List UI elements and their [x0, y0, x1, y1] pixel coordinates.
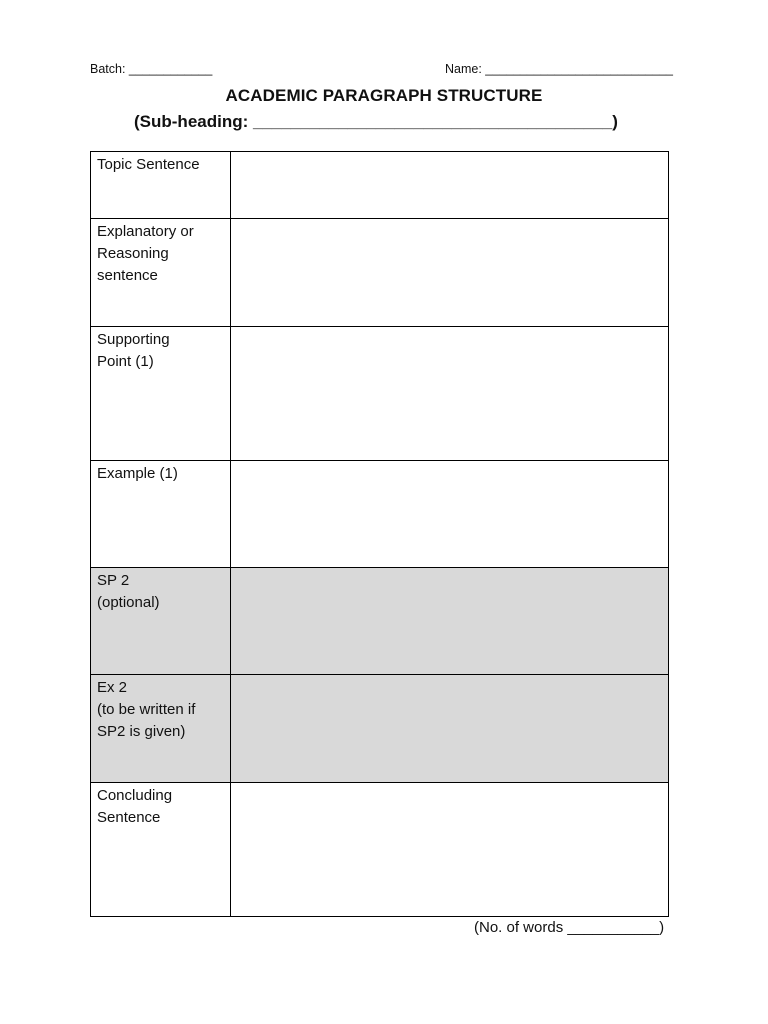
- subheading-field-label: (Sub-heading: ______________________________________): [134, 112, 618, 131]
- row-label: Concluding Sentence: [91, 783, 231, 917]
- batch-field-label: Batch: ____________: [90, 62, 213, 76]
- answer-cell-explanatory[interactable]: [231, 219, 669, 327]
- word-count-field-label: (No. of words ___________): [474, 919, 665, 936]
- table-row-ex2: [91, 675, 669, 783]
- row-label: Supporting Point (1): [91, 327, 231, 461]
- row-label: Ex 2 (to be written if SP2 is given): [91, 675, 231, 783]
- paragraph-structure-table: [90, 151, 669, 917]
- answer-cell-example-1[interactable]: [231, 461, 669, 568]
- answer-cell-topic-sentence[interactable]: [231, 152, 669, 219]
- name-field-label: Name: ___________________________: [445, 62, 673, 76]
- row-label: Topic Sentence: [91, 152, 231, 219]
- row-label: SP 2 (optional): [91, 568, 231, 675]
- table-row-topic-sentence: [91, 152, 669, 219]
- answer-cell-sp2[interactable]: [231, 568, 669, 675]
- table-row-concluding-sentence: [91, 783, 669, 917]
- row-label: Explanatory or Reasoning sentence: [91, 219, 231, 327]
- table-row-supporting-point-1: [91, 327, 669, 461]
- answer-cell-supporting-point-1[interactable]: [231, 327, 669, 461]
- table-row-explanatory: [91, 219, 669, 327]
- row-label: Example (1): [91, 461, 231, 568]
- page-title: ACADEMIC PARAGRAPH STRUCTURE: [225, 86, 543, 105]
- answer-cell-concluding-sentence[interactable]: [231, 783, 669, 917]
- answer-cell-ex2[interactable]: [231, 675, 669, 783]
- table-row-sp2: [91, 568, 669, 675]
- table-row-example-1: [91, 461, 669, 568]
